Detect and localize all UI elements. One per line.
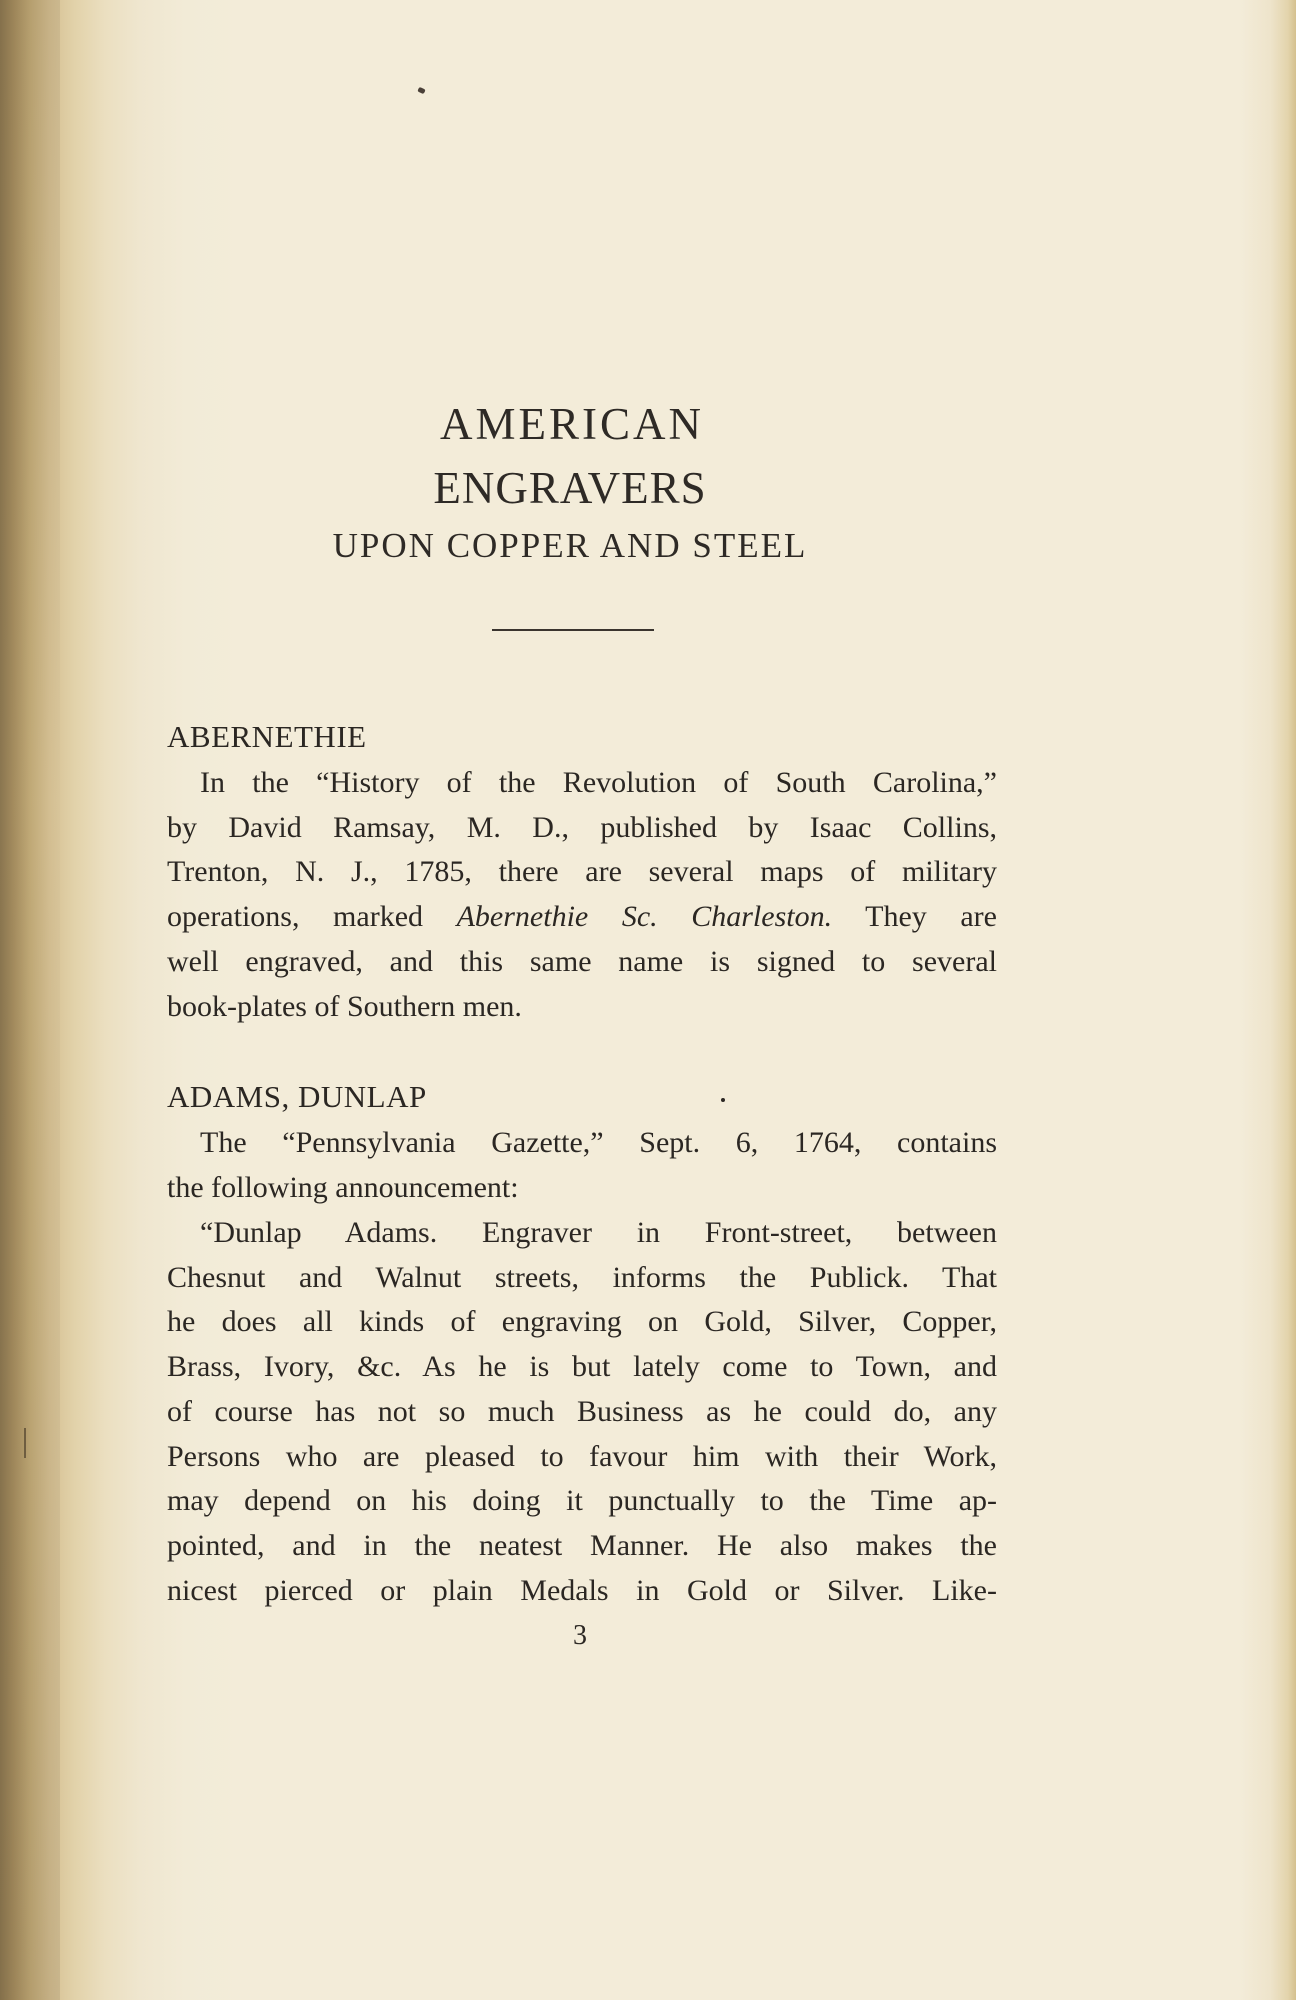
text-segment: operations, marked [167,900,457,934]
text-line: well engraved, and this same name is signed to several [167,944,997,978]
text-line: book-plates of Southern men. [167,989,522,1023]
ink-speck [417,87,425,94]
text-line: by David Ramsay, M. D., published by Isaac Collins, [167,810,997,844]
text-line: “Dunlap Adams. Engraver in Front-street, between [200,1216,997,1249]
text-line: nicest pierced or plain Medals in Gold or Silver. Like- [167,1573,997,1607]
text-line: In the “History of the Revolution of South Carolina,” [200,766,997,799]
text-line [167,895,997,940]
text-line: Persons who are pleased to favour him with their Work, [167,1439,997,1473]
text-line: Brass, Ivory, &c. As he is but lately come to Town, and [167,1350,997,1384]
binding-gutter-shadow [0,0,60,2000]
text-line: he does all kinds of engraving on Gold, Silver, Copper, [167,1305,997,1339]
text-line: of course has not so much Business as he could do, any [167,1394,997,1428]
entry-quote-adams-dunlap [167,1211,997,1613]
text-line: the following announcement: [167,1170,519,1204]
text-segment: They are [832,900,997,934]
book-page: AMERICAN ENGRAVERS UPON COPPER AND STEEL ABERNETHIE In the “History of the Revolution of South Carolina,” by David Ramsay, M. D., published by Isaac Collins, Trenton, N. J., 1785, there are several maps of military operations, marked Abernethie Sc. Charleston. They are well engraved, and this same name is signed to several book-plates of Southern men. ADAMS, DUNLAP The “Pennsylvania Gazette,” Sept. 6, 1764, contains the following announcement: “Dunlap Adams. Engraver in Front-street, between Chesnut and Walnut streets, informs the Publick. That he does all kinds of engraving on Gold, Silver, Copper, Brass, Ivory, &c. As he is but lately come to Town, and of course has not so much Business as he could do, any Persons who are pleased to favour him with their Work, may depend on his doing it punctually to the Time ap- pointed, and in the neatest Manner. He also makes the nicest pierced or plain Medals in Gold or Silver. Like- 3 [0,0,1296,2000]
entry-heading-abernethie: ABERNETHIE [167,719,367,754]
ink-speck [721,1098,725,1102]
title-divider-rule [492,629,654,631]
text-line: Trenton, N. J., 1785, there are several maps of military [167,855,997,889]
italic-signature-text: Abernethie Sc. Charleston. [456,900,833,934]
entry-body-abernethie [167,761,997,1029]
text-line: pointed, and in the neatest Manner. He also makes the [167,1528,997,1562]
text-line: may depend on his doing it punctually to the Time ap- [167,1484,997,1518]
entry-intro-adams-dunlap [167,1121,997,1210]
entry-heading-adams-dunlap: ADAMS, DUNLAP [167,1079,427,1114]
page-number: 3 [573,1620,587,1651]
margin-mark [24,1428,26,1458]
text-line: Chesnut and Walnut streets, informs the Publick. That [167,1260,997,1294]
text-line: The “Pennsylvania Gazette,” Sept. 6, 1764, contains [200,1126,997,1159]
